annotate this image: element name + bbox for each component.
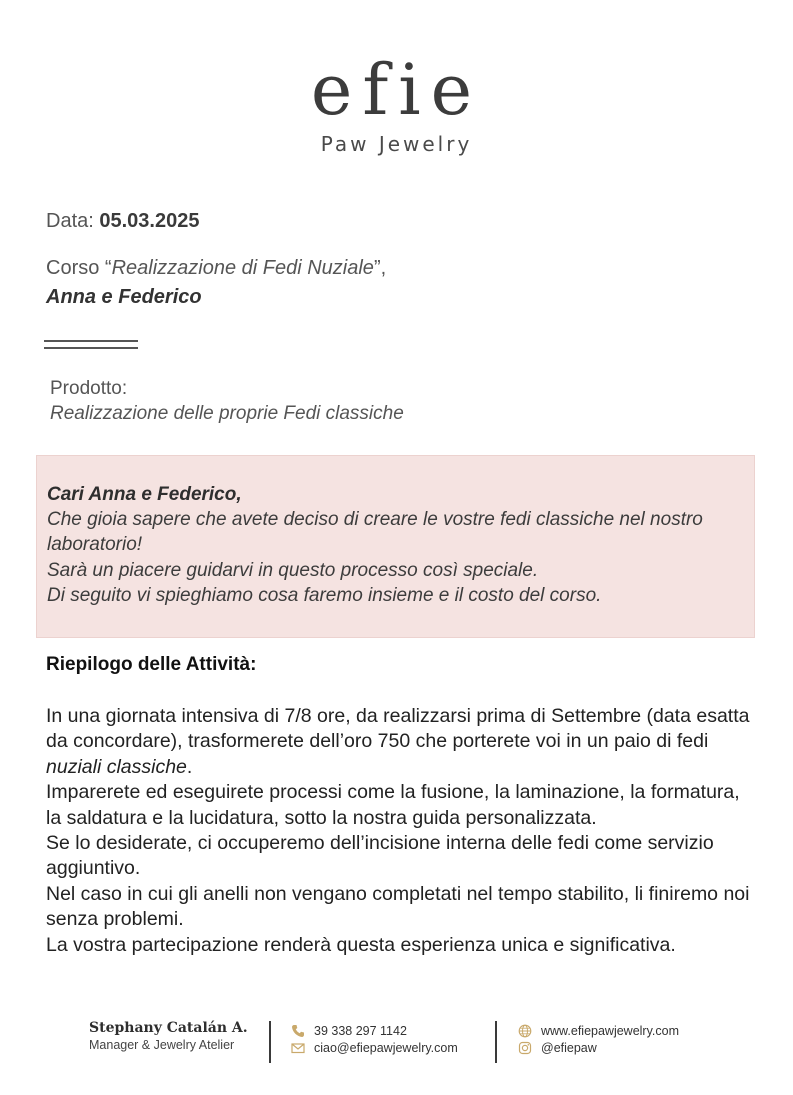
instagram-handle[interactable]: @efiepaw	[541, 1041, 597, 1055]
phone-icon	[291, 1024, 305, 1038]
contact-column	[291, 1023, 458, 1056]
greeting-line: Sarà un piacere guidarvi in questo processo così speciale.	[47, 559, 539, 581]
course-prefix: Corso “	[46, 257, 112, 279]
website-link[interactable]: www.efiepawjewelry.com	[541, 1024, 680, 1038]
instagram-icon	[518, 1041, 532, 1055]
signatory-name: Stephany Catalán A.	[89, 1020, 248, 1036]
product-value: Realizzazione delle proprie Fedi classiche	[50, 403, 404, 424]
greeting-line: Che gioia sapere che avete deciso di creare le vostre fedi classiche nel nostro laboratorio!	[47, 509, 703, 556]
mail-icon	[291, 1041, 305, 1055]
product-label: Prodotto:	[50, 378, 128, 399]
greeting-line: Di seguito vi spieghiamo cosa faremo insieme e il costo del corso.	[47, 584, 602, 606]
footer-separator	[495, 1021, 497, 1063]
phone-row	[291, 1023, 458, 1039]
phone-number[interactable]: 39 338 297 1142	[314, 1024, 407, 1038]
client-names: Anna e Federico	[46, 286, 202, 308]
date-label: Data:	[46, 210, 94, 232]
signatory-role: Manager & Jewelry Atelier	[89, 1038, 235, 1052]
course-title: Realizzazione di Fedi Nuziale	[111, 257, 374, 279]
date-value: 05.03.2025	[99, 210, 200, 232]
summary-p1-text: In una giornata intensiva di 7/8 ore, da realizzarsi prima di Settembre (data esatta da concordare), trasformerete dell’oro 750 che porterete voi in un paio di fedi	[46, 705, 750, 753]
email-address[interactable]: ciao@efiepawjewelry.com	[314, 1041, 458, 1055]
course-suffix: ”,	[373, 257, 387, 279]
globe-icon	[518, 1024, 532, 1038]
summary-title: Riepilogo delle Attività:	[46, 654, 257, 675]
divider-bottom	[44, 347, 138, 349]
email-row	[291, 1040, 458, 1056]
summary-paragraph: Nel caso in cui gli anelli non vengano completati nel tempo stabilito, li finiremo noi senza problemi.	[46, 882, 750, 931]
greeting-salutation: Cari Anna e Federico,	[47, 484, 242, 505]
date-line	[46, 208, 199, 234]
footer-separator	[269, 1021, 271, 1063]
summary-paragraph: Se lo desiderate, ci occuperemo dell’incisione interna delle fedi come servizio aggiuntivo.	[46, 832, 714, 880]
website-row	[518, 1023, 679, 1039]
divider-top	[44, 340, 138, 342]
instagram-row	[518, 1040, 679, 1056]
summary-paragraph	[46, 704, 751, 780]
greeting-box	[36, 455, 755, 638]
course-line	[46, 255, 386, 281]
summary-p1-end: .	[186, 755, 193, 778]
logo-tagline: Paw Jewelry	[320, 132, 473, 156]
summary-body	[46, 704, 751, 958]
social-column	[518, 1023, 679, 1056]
summary-paragraph: Imparerete ed eseguirete processi come la fusione, la laminazione, la formatura, la saldatura e la lucidatura, sotto la nostra guida personalizzata.	[46, 781, 740, 829]
summary-p1-italic: nuziali classiche	[46, 755, 187, 778]
summary-paragraph: La vostra partecipazione renderà questa esperienza unica e significativa.	[46, 933, 676, 956]
logo-wordmark: efie	[310, 49, 483, 131]
